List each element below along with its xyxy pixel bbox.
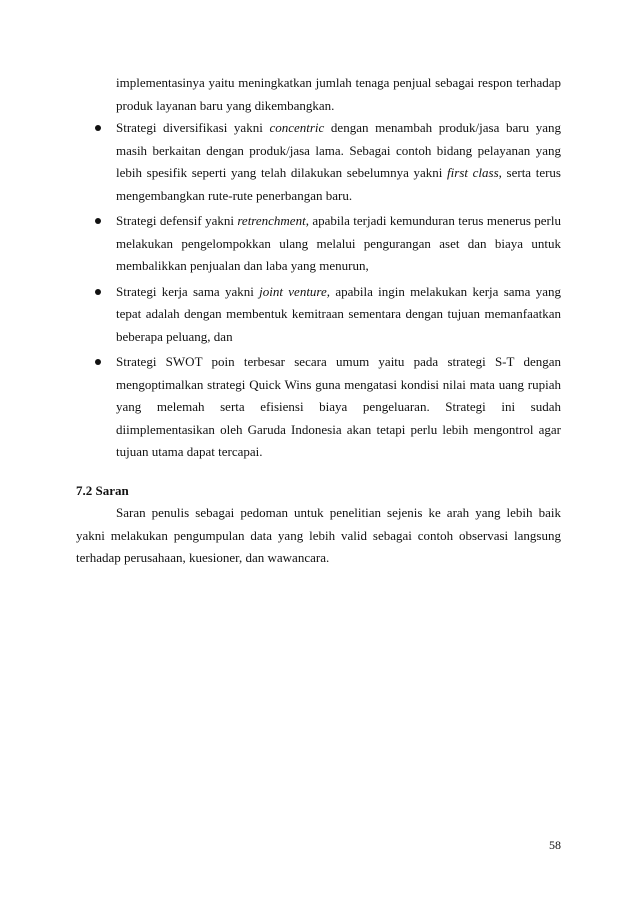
list-item-defensive — [0, 210, 638, 278]
bullet-icon — [95, 289, 101, 295]
page-number: 58 — [549, 838, 561, 852]
list-item-swot — [0, 351, 638, 464]
list-item-text: Strategi diversifikasi yakni concentric dengan menambah produk/jasa baru yang masih berkaitan dengan produk/jasa lama. Sebagai contoh bidang pelayanan yang lebih spesifik seperti yang telah dilakukan sebelumnya yakni first class, serta terus mengembangkan rute-rute penerbangan baru. — [116, 120, 561, 203]
list-item-text: Strategi defensif yakni retrenchment, apabila terjadi kemunduran terus menerus perlu melakukan pengelompokkan ulang melalui pengurangan aset dan biaya untuk membalikkan penjualan dan laba yang menurun, — [116, 213, 561, 273]
list-item-joint-venture — [0, 281, 638, 349]
list-item-diversification — [0, 117, 638, 207]
list-item-text: Strategi SWOT poin terbesar secara umum yaitu pada strategi S-T dengan mengoptimalkan strategi Quick Wins guna mengatasi kondisi nilai mata uang rupiah yang melemah serta efisiensi biaya pengeluaran. Strategi ini sudah diimplementasikan oleh Garuda Indonesia akan tetapi perlu lebih mengontrol agar tujuan utama dapat tercapai. — [116, 354, 561, 459]
strategy-list — [0, 117, 638, 464]
bullet-icon — [95, 218, 101, 224]
bullet-icon — [95, 125, 101, 131]
list-item-text: Strategi kerja sama yakni joint venture, apabila ingin melakukan kerja sama yang tepat adalah dengan membentuk kemitraan sementara dengan tujuan memanfaatkan beberapa peluang, dan — [116, 283, 561, 344]
bullet-icon — [95, 359, 101, 365]
section-paragraph: Saran penulis sebagai pedoman untuk penelitian sejenis ke arah yang lebih baik yakni melakukan pengumpulan data yang lebih valid sebagai contoh observasi langsung terhadap perusahaan, kuesioner, dan wawancara. — [76, 505, 561, 565]
continuation-paragraph: implementasinya yaitu meningkatkan jumlah tenaga penjual sebagai respon terhadap produk layanan baru yang dikembangkan. — [116, 75, 561, 113]
section-heading: 7.2 Saran — [76, 483, 129, 498]
